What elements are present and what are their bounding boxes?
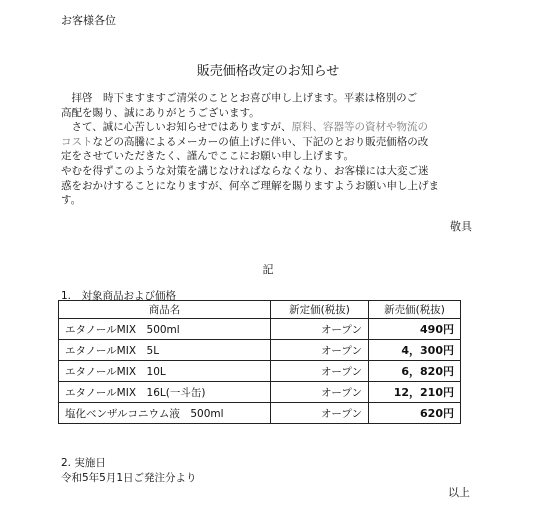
table-row xyxy=(59,361,461,382)
body-line xyxy=(61,135,491,150)
body-line: やむを得ずこのような対策を講じなければならなくなり、お客様には大変ご迷 xyxy=(61,164,429,177)
table-header-row xyxy=(59,301,461,319)
body-line: 拝啓 時下ますますご清栄のこととお喜び申し上げます。平素は格別のご xyxy=(61,92,418,104)
body-line-part-gray: 原料、容器等の資材や物流の xyxy=(291,121,428,134)
column-header-product: 商品名 xyxy=(59,301,271,319)
list-price-cell: オープン xyxy=(271,361,369,382)
product-name-cell: エタノールMIX 5L xyxy=(59,340,271,361)
list-price-cell: オープン xyxy=(271,403,369,424)
body-line: 惑をおかけすることになりますが、何卒ご理解を賜りますようお願い申し上げま xyxy=(61,179,439,192)
end-mark: 以上 xyxy=(448,486,470,499)
body-line-part-gray: コスト xyxy=(61,135,93,148)
table-row xyxy=(59,382,461,403)
body-line xyxy=(61,120,491,135)
body-line-part: などの高騰によるメーカーの値上げに伴い、下記のとおり販売価格の改 xyxy=(92,135,429,148)
sale-price-cell: 6，820円 xyxy=(369,361,461,382)
list-price-cell: オープン xyxy=(271,340,369,361)
product-name-cell: エタノールMIX 10L xyxy=(59,361,271,382)
sale-price-cell: 12，210円 xyxy=(369,382,461,403)
list-price-cell: オープン xyxy=(271,382,369,403)
document-title: 販売価格改定のお知らせ xyxy=(196,64,340,79)
body-line: 高配を賜り、誠にありがとうございます。 xyxy=(61,106,260,119)
section-heading-products: 1. 対象商品および価格 xyxy=(61,290,177,302)
body-line-part: さて、誠に心苦しいお知らせではありますが、 xyxy=(61,121,292,134)
effective-date: 令和5年5月1日ご発注分より xyxy=(61,472,197,484)
product-name-cell: エタノールMIX 16L(一斗缶) xyxy=(59,382,271,403)
table-row xyxy=(59,340,461,361)
column-header-sale-price: 新売価(税抜) xyxy=(369,301,461,319)
sale-price-cell: 4，300円 xyxy=(369,340,461,361)
body-text xyxy=(61,91,491,208)
table-row xyxy=(59,319,461,340)
sale-price-cell: 620円 xyxy=(369,403,461,424)
addressee: お客様各位 xyxy=(61,14,116,27)
body-line: 定をさせていただきたく、謹んでここにお願い申し上げます。 xyxy=(61,150,354,163)
table-row xyxy=(59,403,461,424)
column-header-list-price: 新定価(税抜) xyxy=(271,301,369,319)
list-price-cell: オープン xyxy=(271,319,369,340)
section-heading-date: 2. 実施日 xyxy=(61,457,106,469)
notation-heading: 記 xyxy=(262,263,274,276)
product-name-cell: エタノールMIX 500ml xyxy=(59,319,271,340)
closing-greeting: 敬具 xyxy=(450,220,472,233)
product-name-cell: 塩化ベンザルコニウム液 500ml xyxy=(59,403,271,424)
sale-price-cell: 490円 xyxy=(369,319,461,340)
price-table xyxy=(58,300,461,424)
body-line: す。 xyxy=(61,194,82,207)
